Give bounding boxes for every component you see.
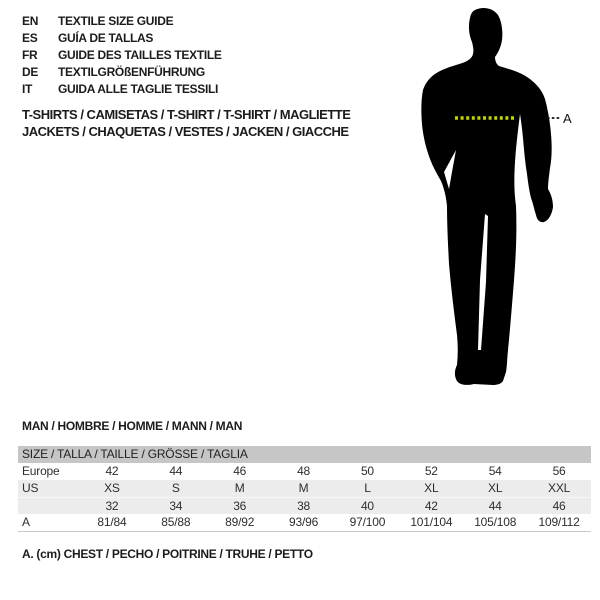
- size-cell: 46: [552, 499, 566, 513]
- size-cell: 56: [552, 464, 566, 478]
- gender-heading: MAN / HOMBRE / HOMME / MANN / MAN: [22, 419, 243, 433]
- size-cell: 81/84: [97, 515, 127, 529]
- language-row: [22, 64, 222, 81]
- size-cell: XS: [104, 481, 120, 495]
- row-label: A: [22, 515, 30, 529]
- size-cell: 42: [105, 464, 119, 478]
- table-row-chest: [18, 514, 591, 532]
- size-cell: 42: [424, 499, 438, 513]
- man-silhouette-body: [421, 8, 553, 385]
- size-cell: XL: [424, 481, 439, 495]
- size-cell: 40: [360, 499, 374, 513]
- language-label: GUIDA ALLE TAGLIE TESSILI: [58, 82, 219, 96]
- size-cell: 46: [233, 464, 247, 478]
- size-table-header: SIZE / TALLA / TAILLE / GRÖSSE / TAGLIA: [18, 446, 591, 463]
- language-code: ES: [22, 31, 38, 45]
- table-row-europe: [18, 463, 591, 480]
- row-label: [18, 498, 80, 514]
- language-label: GUÍA DE TALLAS: [58, 31, 154, 45]
- size-cell: 44: [169, 464, 183, 478]
- size-cell: 52: [424, 464, 438, 478]
- language-label: TEXTILE SIZE GUIDE: [58, 14, 174, 28]
- measure-label-a: A: [563, 111, 572, 126]
- table-row-numeric: [18, 497, 591, 514]
- size-cell: 38: [297, 499, 311, 513]
- language-label: TEXTILGRÖßENFÜHRUNG: [58, 65, 205, 79]
- size-cell: 85/88: [161, 515, 191, 529]
- size-cell: 36: [233, 499, 247, 513]
- row-label: Europe: [22, 464, 60, 478]
- size-cell: S: [171, 481, 180, 495]
- size-cell: 32: [105, 499, 119, 513]
- size-cell: 105/108: [474, 515, 517, 529]
- size-cell: 97/100: [349, 515, 386, 529]
- size-cell: L: [364, 481, 371, 495]
- product-line-jackets: JACKETS / CHAQUETAS / VESTES / JACKEN / GIACCHE: [22, 124, 349, 139]
- size-cell: M: [234, 481, 245, 495]
- language-code: IT: [22, 82, 33, 96]
- language-row: [22, 47, 222, 64]
- product-line-tshirts: T-SHIRTS / CAMISETAS / T-SHIRT / T-SHIRT / MAGLIETTE: [22, 107, 351, 122]
- size-cell: 50: [360, 464, 374, 478]
- size-cell: 93/96: [289, 515, 319, 529]
- table-row-us: [18, 480, 591, 497]
- footnote: A. (cm) CHEST / PECHO / POITRINE / TRUHE / PETTO: [22, 547, 313, 561]
- size-cell: XXL: [548, 481, 571, 495]
- row-label: US: [22, 481, 39, 495]
- size-cell: 44: [488, 499, 502, 513]
- language-label: GUIDE DES TAILLES TEXTILE: [58, 48, 222, 62]
- size-cell: 48: [297, 464, 311, 478]
- man-silhouette: [390, 0, 600, 400]
- language-list: [22, 13, 222, 98]
- size-cell: XL: [488, 481, 503, 495]
- language-code: EN: [22, 14, 39, 28]
- product-types: [22, 106, 350, 140]
- size-cell: 89/92: [225, 515, 255, 529]
- language-row: [22, 81, 222, 98]
- language-code: FR: [22, 48, 38, 62]
- size-cell: 34: [169, 499, 183, 513]
- size-cell: M: [298, 481, 309, 495]
- language-row: [22, 30, 222, 47]
- size-cell: 101/104: [410, 515, 453, 529]
- size-cell: 109/112: [538, 515, 580, 529]
- language-row: [22, 13, 222, 30]
- size-cell: 54: [488, 464, 502, 478]
- language-code: DE: [22, 65, 39, 79]
- size-table: [18, 446, 591, 532]
